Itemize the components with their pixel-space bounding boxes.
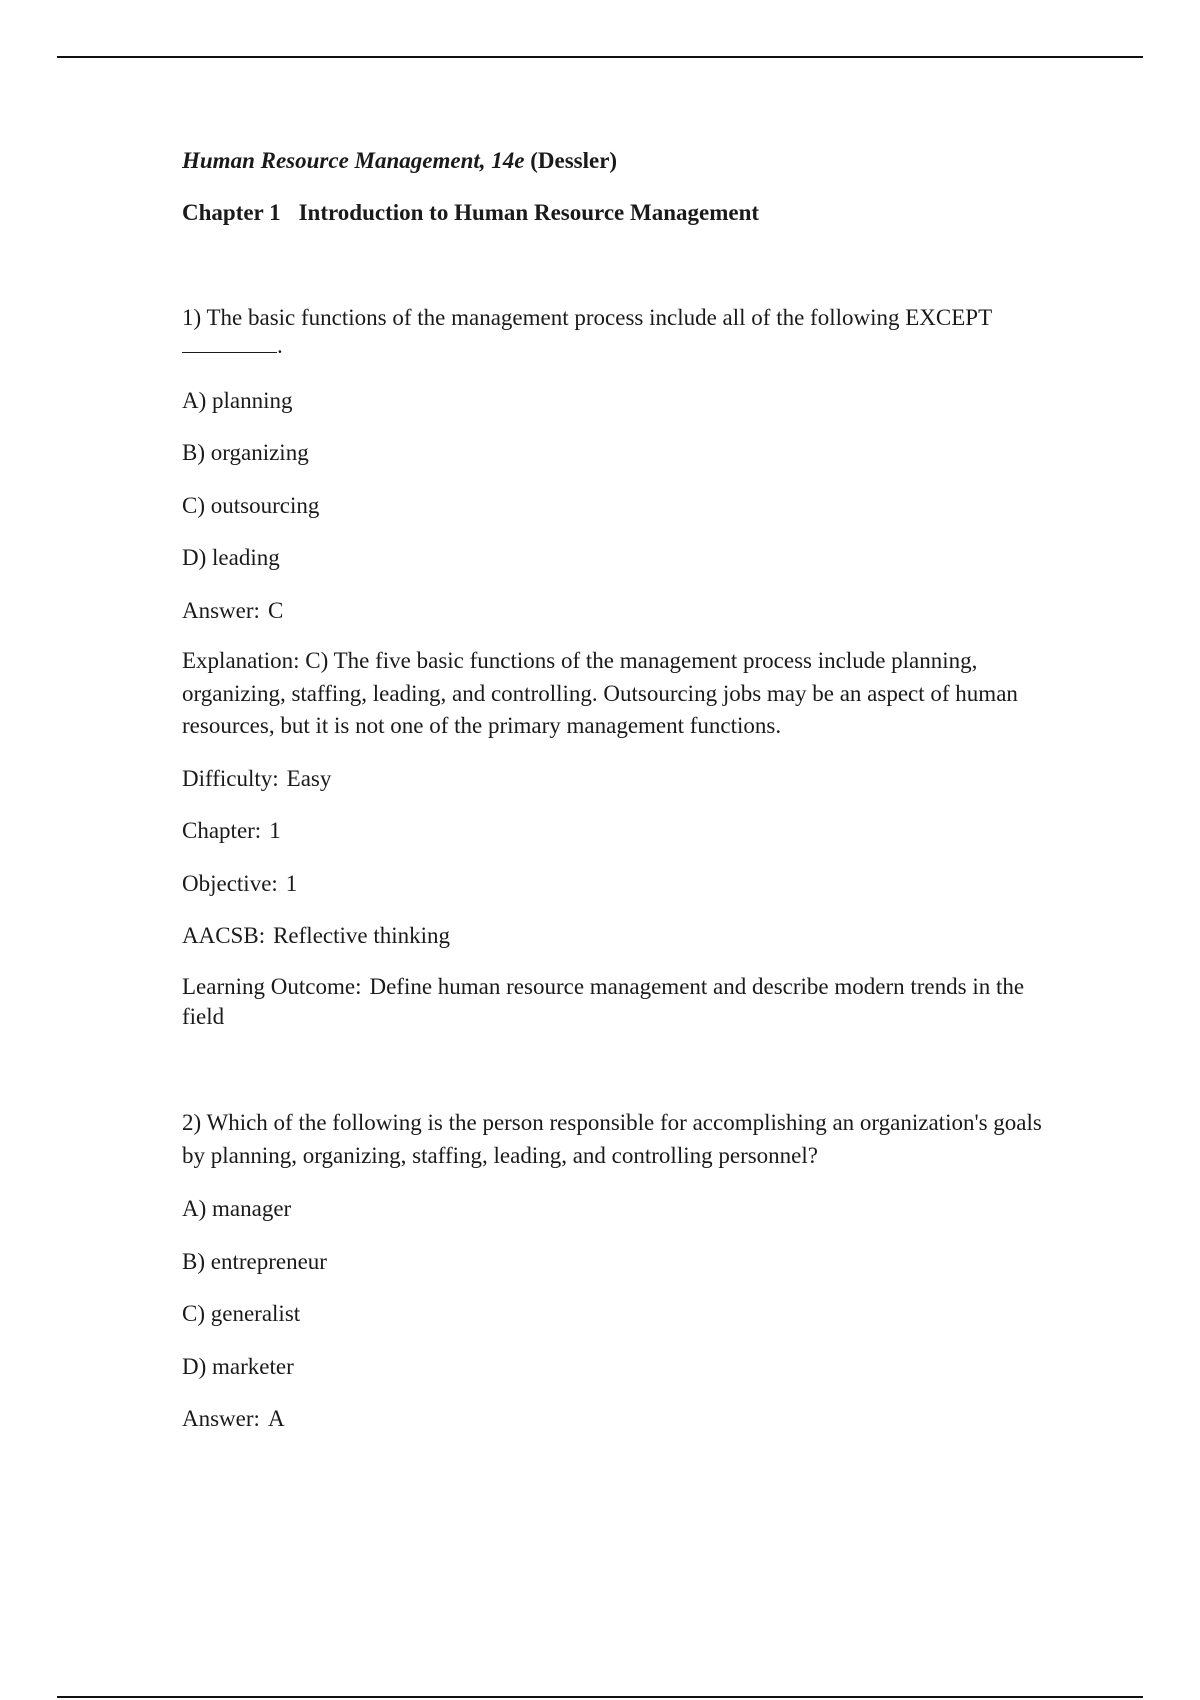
outcome-value: Define human resource management and describe modern trends in the field: [182, 974, 1025, 1029]
chapter-heading-label: Chapter 1: [182, 200, 281, 225]
question-1-objective: [182, 872, 297, 895]
question-2-option-c: C) generalist: [182, 1301, 301, 1326]
objective-label: Objective:: [182, 871, 278, 896]
question-1-explanation: Explanation: C) The five basic functions of the management process include planning, organizing, staffing, leading, and controlling. Outsourcing jobs may be an aspect of human resources, but it is not one of the primary management functions.: [182, 648, 1018, 738]
question-2-option-d: D) marketer: [182, 1354, 294, 1379]
question-1-option-a: A) planning: [182, 388, 293, 413]
question-1-stem-end: .: [277, 333, 283, 358]
question-2-option-a: A) manager: [182, 1196, 292, 1221]
bottom-rule: [57, 1696, 1143, 1698]
difficulty-value: Easy: [286, 766, 332, 791]
question-1-option-d: D) leading: [182, 545, 280, 570]
answer-value: C: [267, 598, 284, 623]
chapter-label: Chapter:: [182, 818, 262, 843]
question-2-stem: 2) Which of the following is the person responsible for accomplishing an organization's goals by planning, organizing, staffing, leading, and controlling personnel?: [182, 1110, 1042, 1168]
top-rule: [57, 56, 1143, 58]
question-1-aacsb: [182, 924, 450, 947]
chapter-heading: [182, 201, 759, 224]
answer-blank: [182, 334, 277, 353]
question-1-blank: [182, 334, 283, 357]
difficulty-label: Difficulty:: [182, 766, 279, 791]
question-1-option-c: C) outsourcing: [182, 493, 320, 518]
answer-value: A: [267, 1406, 285, 1431]
outcome-label: Learning Outcome:: [182, 974, 362, 999]
answer-label: Answer:: [182, 598, 260, 623]
book-title-italic: Human Resource Management, 14e: [182, 148, 525, 173]
book-author: (Dessler): [530, 148, 618, 173]
question-2-option-b: B) entrepreneur: [182, 1249, 327, 1274]
question-1-difficulty: [182, 767, 331, 790]
book-title: [182, 149, 617, 172]
question-1-chapter: [182, 819, 281, 842]
chapter-value: 1: [269, 818, 281, 843]
question-2-answer: [182, 1407, 285, 1430]
aacsb-value: Reflective thinking: [273, 923, 451, 948]
question-1-stem: 1) The basic functions of the management process include all of the following EXCEPT: [182, 305, 993, 330]
question-1-answer: [182, 599, 283, 622]
answer-label: Answer:: [182, 1406, 260, 1431]
aacsb-label: AACSB:: [182, 923, 266, 948]
question-1-learning-outcome: [182, 972, 1052, 1032]
question-1-option-b: B) organizing: [182, 440, 309, 465]
chapter-heading-title: Introduction to Human Resource Management: [298, 200, 760, 225]
objective-value: 1: [285, 871, 298, 896]
